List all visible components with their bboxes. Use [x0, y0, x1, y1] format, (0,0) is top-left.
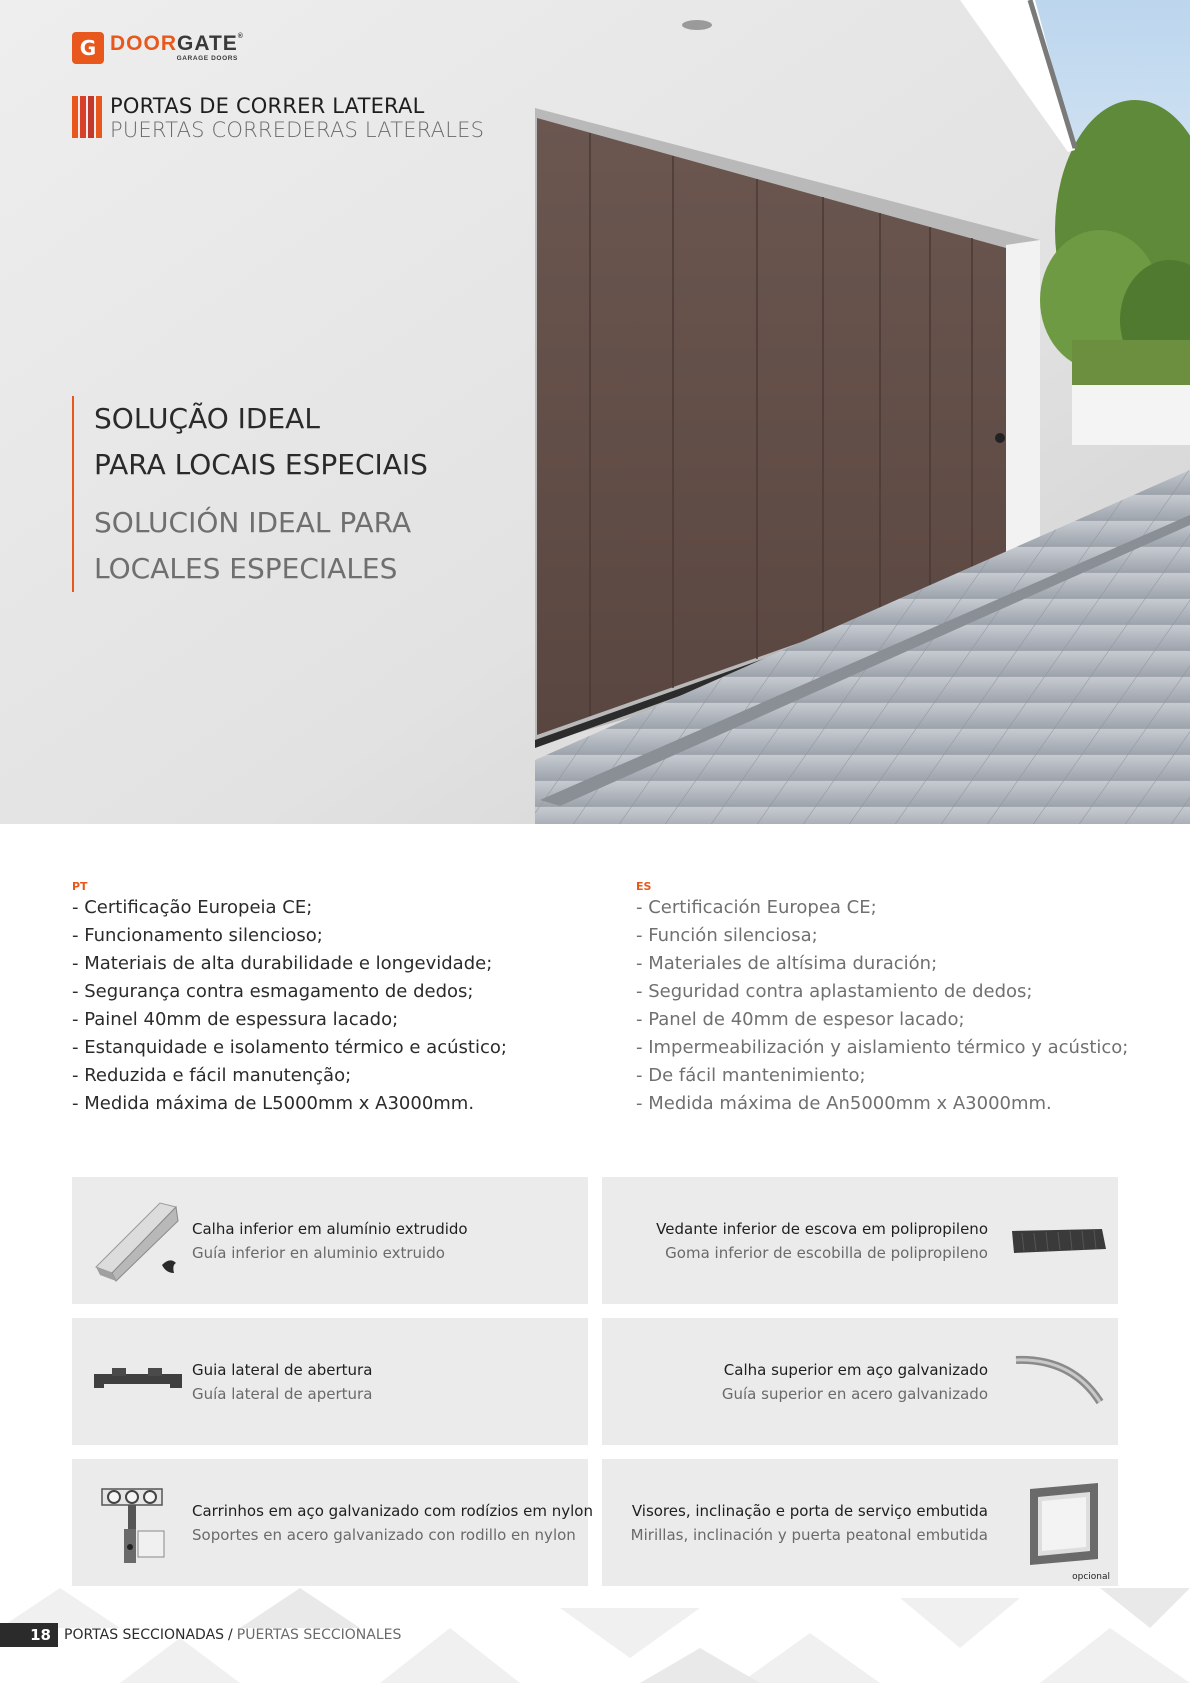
feature-item: - Segurança contra esmagamento de dedos;: [72, 981, 474, 1002]
hero-photo: [0, 0, 1190, 824]
category-title-es: PUERTAS CORREDERAS LATERALES: [110, 118, 485, 142]
category-header: [72, 96, 484, 141]
feature-item: - Materiais de alta durabilidade e longevidade;: [72, 953, 493, 974]
feature-item: - De fácil mantenimiento;: [636, 1065, 866, 1086]
tagline-es-line: LOCALES ESPECIALES: [94, 552, 398, 585]
registered-mark: ®: [237, 33, 244, 41]
feature-item: - Función silenciosa;: [636, 925, 818, 946]
logo-mark: G: [72, 32, 104, 64]
logo-name-door: DOOR: [110, 32, 177, 56]
component-card-bottom-rail: [72, 1177, 588, 1304]
features-section: [72, 880, 1129, 1120]
feature-item: - Reduzida e fácil manutenção;: [72, 1065, 352, 1086]
component-name-pt: Carrinhos em aço galvanizado com rodízios em nylon: [192, 1501, 593, 1520]
footer-separator: /: [228, 1627, 233, 1643]
category-bar: [72, 96, 78, 138]
nylon-roller-carriage-icon: [82, 1459, 192, 1586]
page-number: 18: [0, 1623, 58, 1647]
component-name-pt: Vedante inferior de escova em polipropileno: [656, 1219, 988, 1238]
component-card-side-guide: [72, 1318, 588, 1445]
footer-section-es: PUERTAS SECCIONALES: [236, 1627, 402, 1643]
tagline: [72, 396, 428, 592]
curved-top-rail-icon: [1002, 1318, 1112, 1445]
brush-seal-icon: [1002, 1177, 1112, 1304]
feature-item: - Panel de 40mm de espesor lacado;: [636, 1009, 965, 1030]
component-card-brush-seal: [602, 1177, 1118, 1304]
tagline-pt-line: SOLUÇÃO IDEAL: [94, 402, 320, 435]
feature-item: - Seguridad contra aplastamiento de dedos;: [636, 981, 1033, 1002]
category-title-pt: PORTAS DE CORRER LATERAL: [110, 94, 425, 118]
footer-section-title: [64, 1623, 401, 1647]
features-es: [636, 880, 1136, 1118]
side-guide-icon: [82, 1318, 192, 1445]
category-bar: [88, 96, 94, 138]
logo-name-gate: GATE: [177, 32, 238, 56]
component-card-roller-carriage: [72, 1459, 593, 1586]
feature-item: - Estanquidade e isolamento térmico e acústico;: [72, 1037, 507, 1058]
component-name-es: Goma inferior de escobilla de polipropileno: [665, 1243, 988, 1262]
feature-item: - Medida máxima de An5000mm x A3000mm.: [636, 1093, 1052, 1114]
feature-item: - Medida máxima de L5000mm x A3000mm.: [72, 1093, 475, 1114]
category-bars-icon: [72, 96, 102, 138]
features-list-es: [636, 894, 1136, 1118]
aluminium-rail-icon: [82, 1177, 192, 1304]
category-bar: [80, 96, 86, 138]
component-name-pt: Visores, inclinação e porta de serviço embutida: [631, 1501, 988, 1520]
category-bar: [96, 96, 102, 138]
component-name-es: Guía superior en acero galvanizado: [721, 1384, 988, 1403]
feature-item: - Painel 40mm de espessura lacado;: [72, 1009, 399, 1030]
tagline-pt: [94, 396, 428, 488]
footer-section-pt: PORTAS SECCIONADAS: [64, 1627, 225, 1643]
component-name-es: Soportes en acero galvanizado con rodillo en nylon: [192, 1525, 576, 1544]
feature-item: - Certificación Europea CE;: [636, 897, 877, 918]
language-tag-pt: PT: [72, 880, 88, 893]
component-name-es: Guía inferior en aluminio extruido: [192, 1243, 445, 1262]
component-card-window: [602, 1459, 1118, 1586]
window-frame-icon: [1002, 1459, 1112, 1586]
component-card-top-rail: [602, 1318, 1118, 1445]
tagline-pt-line: PARA LOCAIS ESPECIAIS: [94, 448, 428, 481]
tagline-es: [94, 500, 428, 592]
language-tag-es: ES: [636, 880, 652, 893]
optional-note: opcional: [1072, 1572, 1110, 1582]
component-name-pt: Calha inferior em alumínio extrudido: [192, 1219, 468, 1238]
tagline-es-line: SOLUCIÓN IDEAL PARA: [94, 506, 412, 539]
component-name-pt: Calha superior em aço galvanizado: [723, 1360, 988, 1379]
component-name-es: Guía lateral de apertura: [192, 1384, 373, 1403]
feature-item: - Impermeabilización y aislamiento térmico y acústico;: [636, 1037, 1129, 1058]
feature-item: - Certificação Europeia CE;: [72, 897, 313, 918]
component-name-pt: Guia lateral de abertura: [192, 1360, 373, 1379]
logo-subtitle: GARAGE DOORS: [176, 55, 238, 63]
feature-item: - Funcionamento silencioso;: [72, 925, 323, 946]
features-pt: [72, 880, 572, 1118]
features-list-pt: [72, 894, 572, 1118]
doorgate-logo: [72, 32, 244, 64]
component-name-es: Mirillas, inclinación y puerta peatonal embutida: [630, 1525, 988, 1544]
feature-item: - Materiales de altísima duración;: [636, 953, 938, 974]
